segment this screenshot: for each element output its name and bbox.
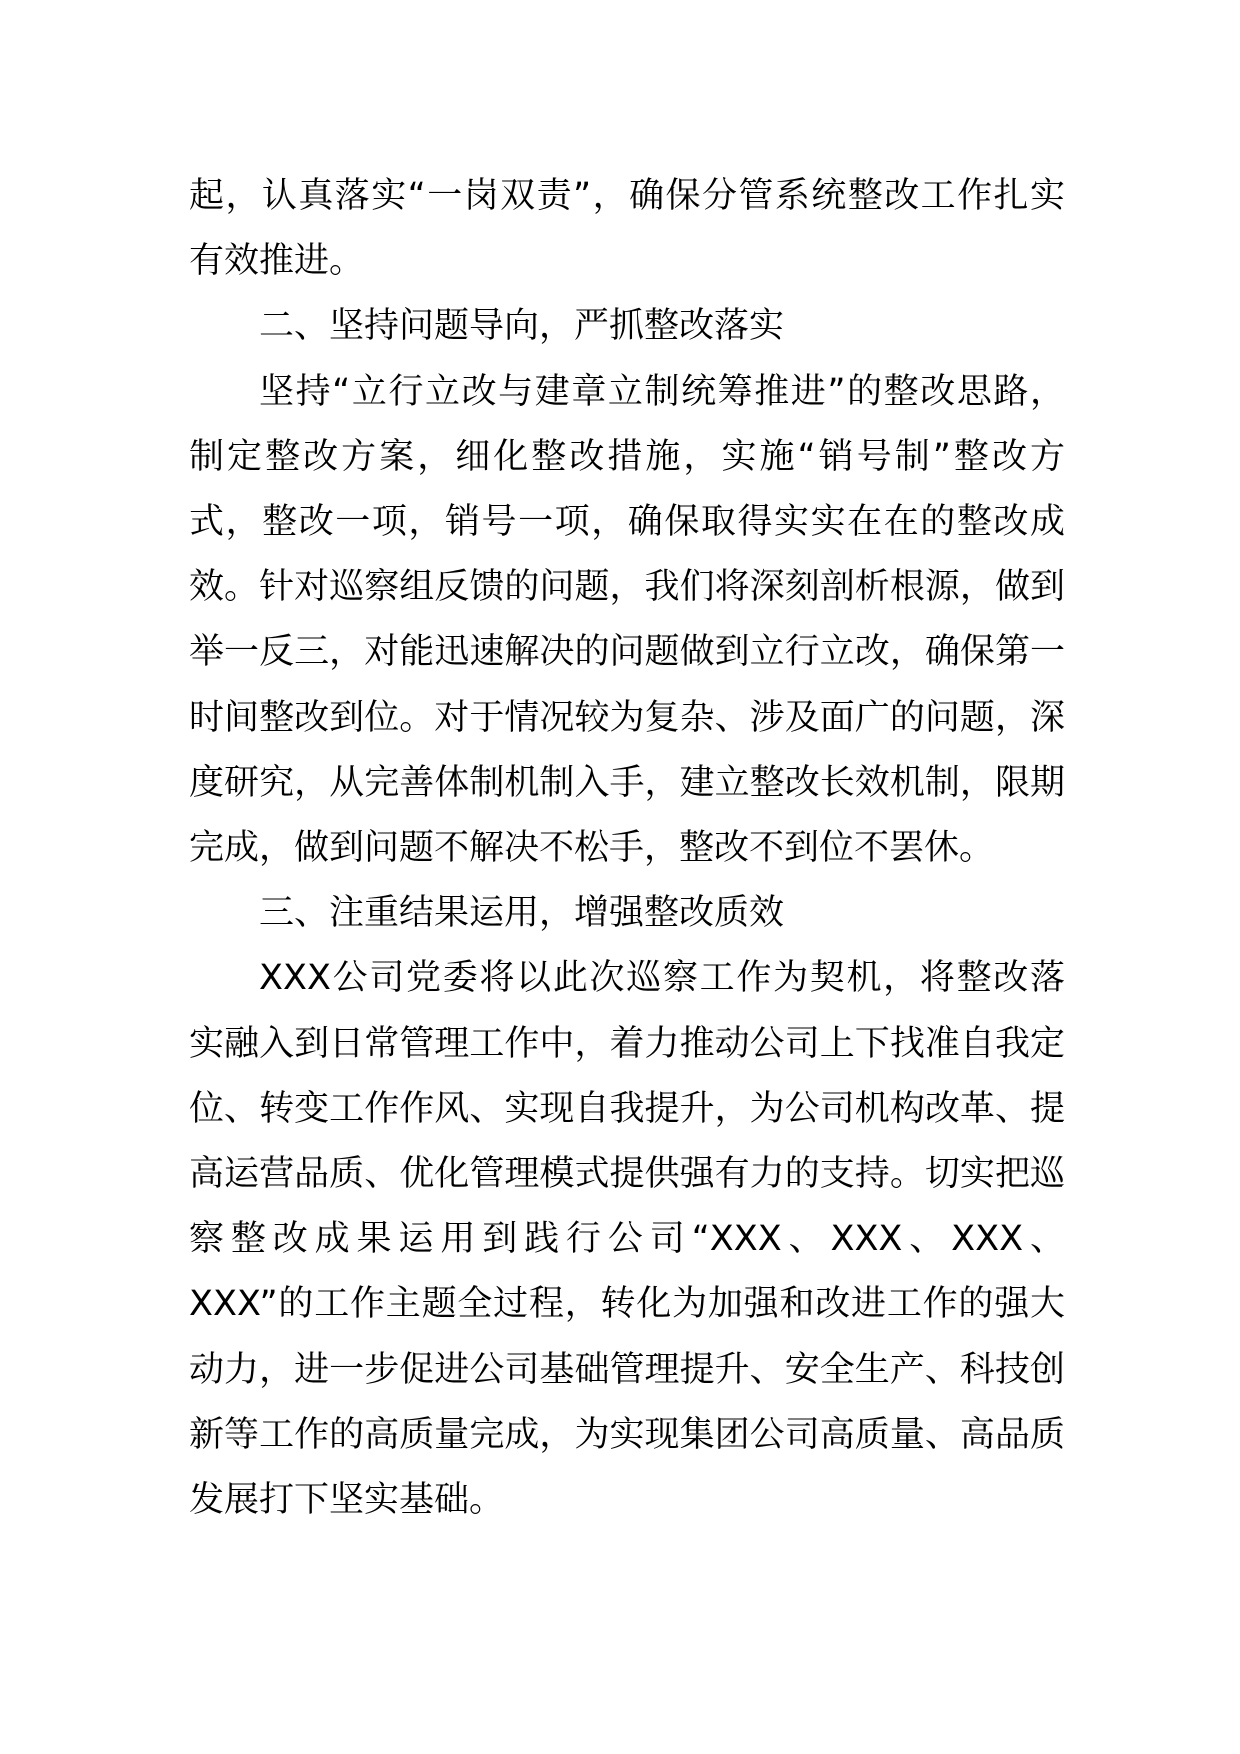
document-body xyxy=(189,164,1065,1533)
section-heading-2: 二、坚持问题导向，严抓整改落实 xyxy=(259,306,785,347)
paragraph-continuation: 起，认真落实“一岗双责”，确保分管系统整改工作扎实有效推进。 xyxy=(189,176,1065,282)
paragraph-results-application: XXX公司党委将以此次巡察工作为契机，将整改落实融入到日常管理工作中，着力推动公司上下找准自我定位、转变工作作风、实现自我提升，为公司机构改革、提高运营品质、优化管理模式提供强有力的支持。切实把巡察整改成果运用到践行公司“XXX、XXX、XXX、XXX”的工作主题全过程，转化为加强和改进工作的强大动力，进一步促进公司基础管理提升、安全生产、科技创新等工作的高质量完成，为实现集团公司高质量、高品质发展打下坚实基础。 xyxy=(189,958,1065,1521)
section-heading-3: 三、注重结果运用，增强整改质效 xyxy=(259,893,785,934)
paragraph-rectification-approach: 坚持“立行立改与建章立制统筹推进”的整改思路，制定整改方案，细化整改措施，实施“销号制”整改方式，整改一项，销号一项，确保取得实实在在的整改成效。针对巡察组反馈的问题，我们将深刻剖析根源，做到举一反三，对能迅速解决的问题做到立行立改，确保第一时间整改到位。对于情况较为复杂、涉及面广的问题，深度研究，从完善体制机制入手，建立整改长效机制，限期完成，做到问题不解决不松手，整改不到位不罢休。 xyxy=(189,371,1065,869)
